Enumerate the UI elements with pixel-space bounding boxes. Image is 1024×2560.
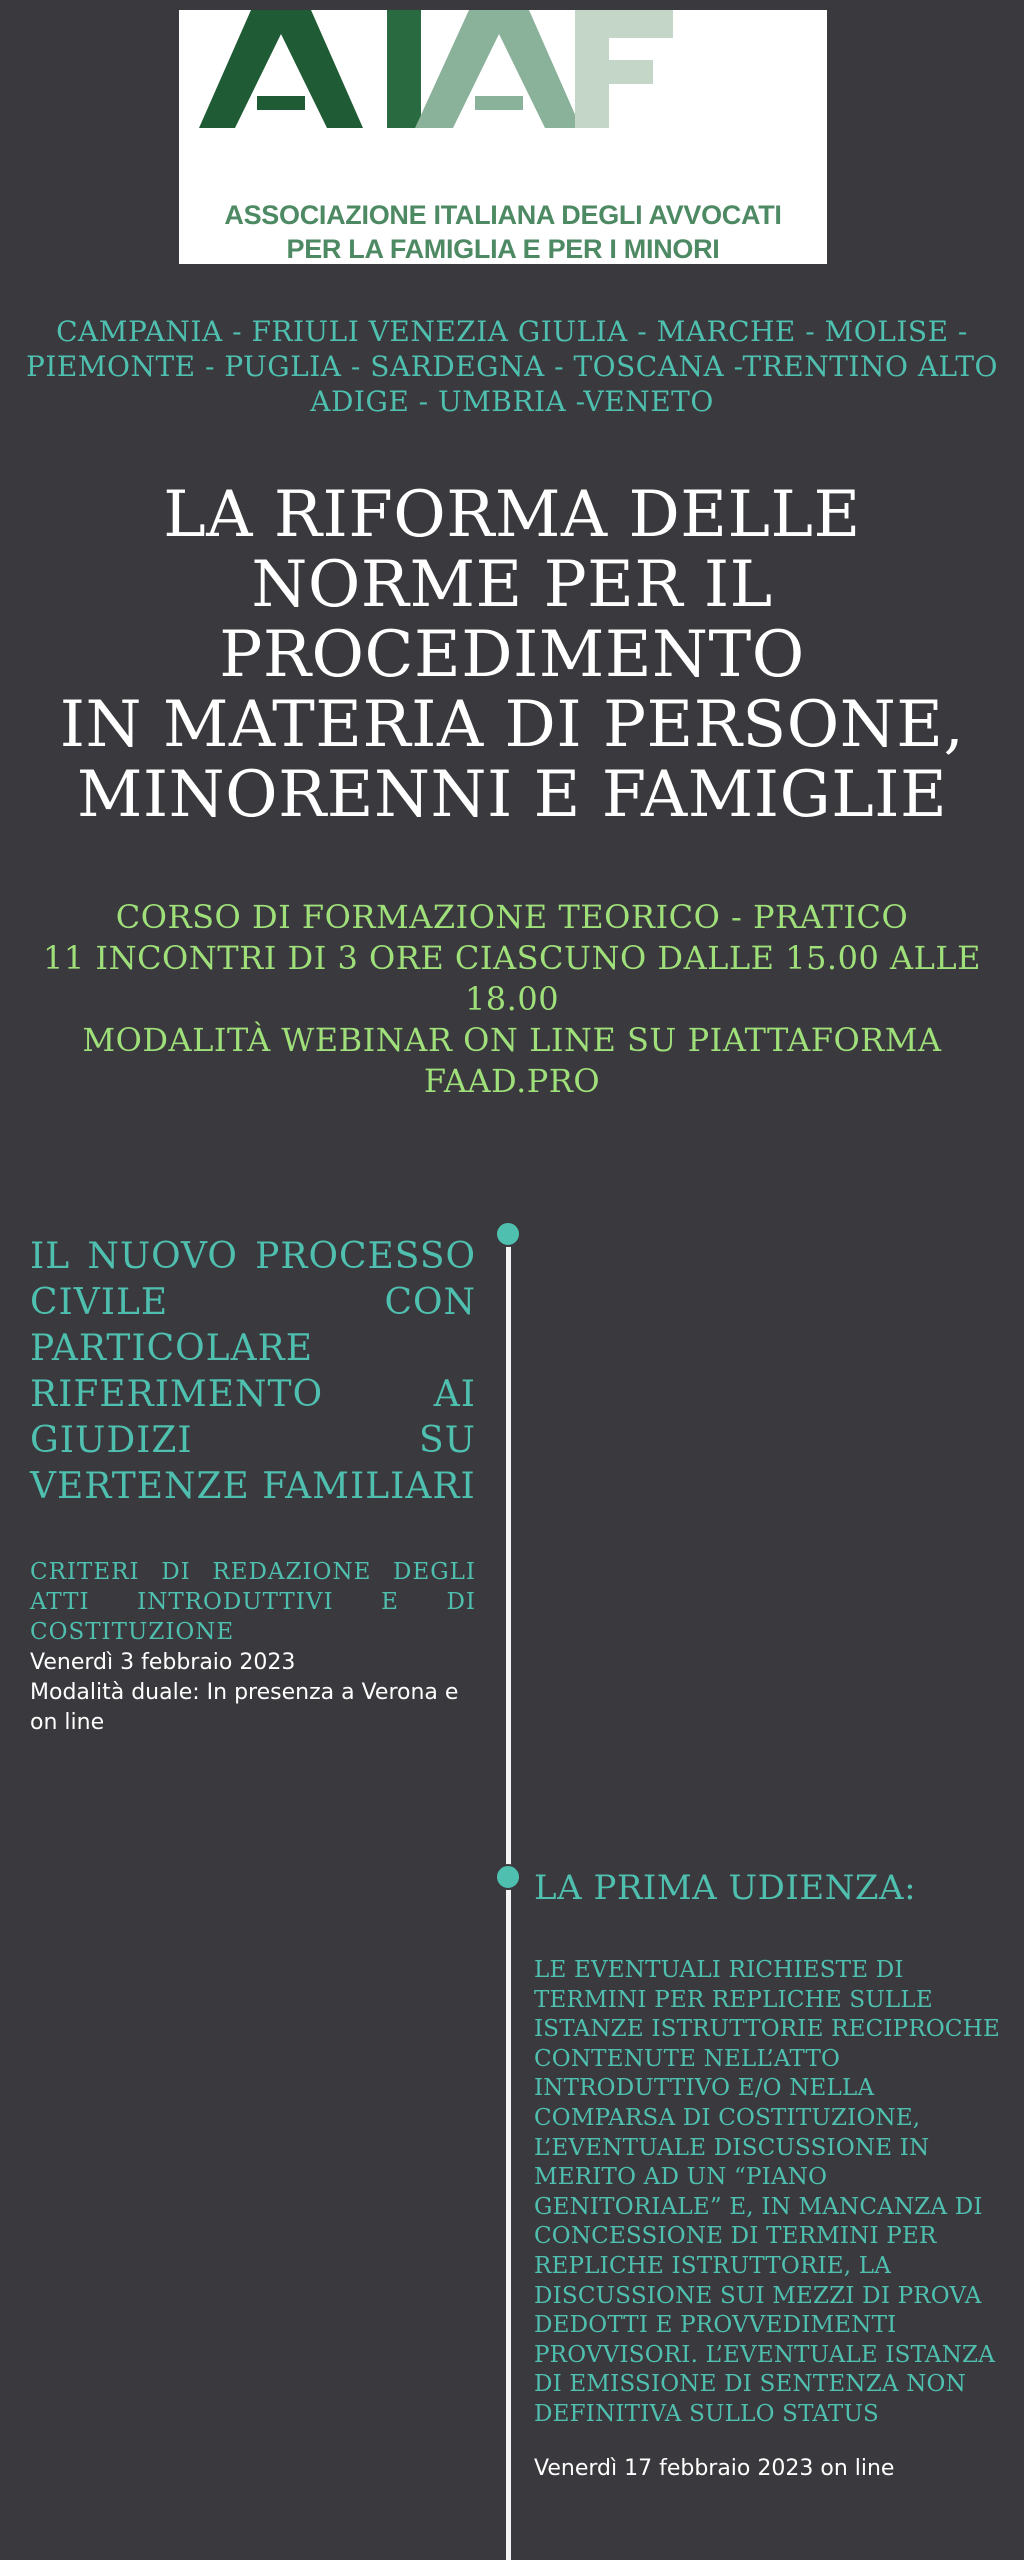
- course-line: 11 INCONTRI DI 3 ORE CIASCUNO DALLE 15.00 ALLE 18.00: [43, 939, 981, 1018]
- event1-date: Venerdì 3 febbraio 2023: [30, 1650, 296, 1675]
- timeline-line: [506, 1234, 511, 2560]
- regions-list: CAMPANIA - FRIULI VENEZIA GIULIA - MARCHE - MOLISE - PIEMONTE - PUGLIA - SARDEGNA - TOSCANA -TRENTINO ALTO ADIGE - UMBRIA -VENETO: [25, 315, 998, 418]
- event1-info: [30, 1648, 476, 1738]
- event2-subtitle: LE EVENTUALI RICHIESTE DI TERMINI PER REPLICHE SULLE ISTANZE ISTRUTTORIE RECIPROCHE CONTENUTE NELL’ATTO INTRODUTTIVO E/O NELLA COMPARSA DI COSTITUZIONE, L’EVENTUALE DISCUSSIONE IN MERITO AD UN “PIANO GENITORIALE” E, IN MANCANZA DI CONCESSIONE DI TERMINI PER REPLICHE ISTRUTTORIE, LA DISCUSSIONE SUI MEZZI DI PROVA DEDOTTI E PROVVEDIMENTI PROVVISORI. L’EVENTUALE ISTANZA DI EMISSIONE DI SENTENZA NON DEFINITIVA SULLO STATUS: [534, 1957, 1000, 2427]
- course-line: MODALITÀ WEBINAR ON LINE SU PIATTAFORMA FAAD.PRO: [82, 1021, 942, 1100]
- event1-subtitle: CRITERI DI REDAZIONE DEGLI ATTI INTRODUTTIVI E DI COSTITUZIONE: [30, 1559, 476, 1645]
- event1-mode: Modalità duale: In presenza a Verona e on line: [30, 1680, 459, 1735]
- title-line: NORME PER IL: [251, 548, 773, 622]
- aiaf-logo: [179, 10, 827, 264]
- timeline-dot: [495, 1864, 521, 1890]
- course-info: [40, 897, 984, 1102]
- event1-title: IL NUOVO PROCESSO CIVILE CON PARTICOLARE RIFERIMENTO AI GIUDIZI SU VERTENZE FAMILIARI: [30, 1236, 476, 1507]
- logo-subtitle-line2: PER LA FAMIGLIA E PER I MINORI: [286, 234, 720, 264]
- event2-title: LA PRIMA UDIENZA:: [534, 1868, 917, 1908]
- timeline-dot: [495, 1221, 521, 1247]
- course-line: CORSO DI FORMAZIONE TEORICO - PRATICO: [115, 898, 909, 936]
- title-line: PROCEDIMENTO: [219, 618, 805, 692]
- title-line: MINORENNI E FAMIGLIE: [76, 758, 948, 832]
- event2-date: Venerdì 17 febbraio 2023 on line: [534, 2456, 895, 2481]
- title-line: IN MATERIA DI PERSONE,: [59, 688, 965, 762]
- main-title: [20, 480, 1004, 830]
- logo-subtitle-line1: ASSOCIAZIONE ITALIANA DEGLI AVVOCATI: [224, 200, 782, 230]
- title-line: LA RIFORMA DELLE: [163, 478, 861, 552]
